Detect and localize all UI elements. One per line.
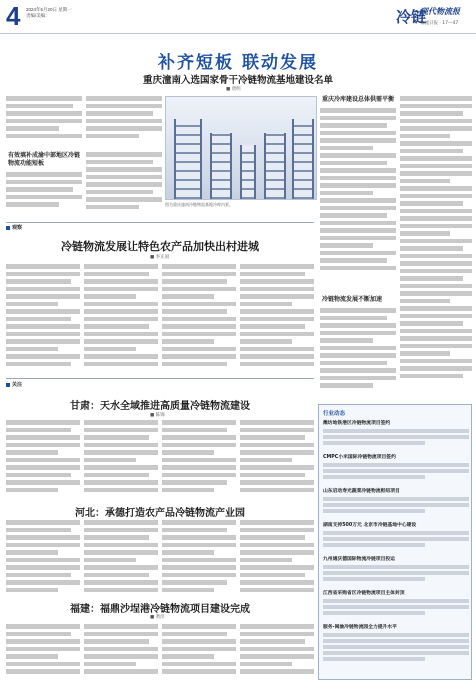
section-divider-1 [6, 222, 314, 223]
lead-text-col-2b [86, 152, 162, 218]
lead-left-subhead: 有效填补成渝中部地区冷链物流功能短板 [8, 152, 81, 167]
article-4-col-2 [84, 520, 158, 600]
masthead: 现代物流报 [420, 6, 460, 16]
article-2-title: 冷链物流发展让特色农产品加快出村进城 [61, 240, 259, 253]
article-2-byline: ■ 李正国 [150, 255, 170, 260]
sidebar-item: 湖南支持500万元 北京市冷链基地中心建设 [323, 523, 469, 549]
section-name: 冷链 [396, 8, 427, 26]
article-3-col-2 [84, 420, 158, 500]
cold-storage-photo [165, 96, 317, 200]
issue-meta [26, 7, 72, 19]
article-5-col-2 [84, 624, 158, 680]
industry-news-sidebar [318, 404, 472, 680]
lead-text-col-3b [320, 308, 396, 398]
photo-caption: 图为重庆潼南冷链物流基地冷库内景。 [165, 202, 233, 207]
article-5-title: 福建：福鼎沙埕港冷链物流项目建设完成 [70, 604, 250, 615]
sidebar-tag: 行业动态 [323, 411, 346, 417]
lead-text-col-4 [400, 96, 472, 398]
article-2-col-4 [240, 264, 314, 374]
sidebar-item: 服务-闽渝冷链物流园全力提升水平 [323, 625, 469, 663]
sidebar-item: 山东启动寿光蔬菜冷链物流枢纽项目 [323, 489, 469, 515]
article-2-col-1 [6, 264, 80, 374]
page-number: 4 [6, 1, 21, 31]
lead-text-col-2 [86, 96, 162, 148]
article-3-title: 甘肃：天水全域推进高质量冷链物流建设 [70, 401, 250, 412]
lead-title: 补齐短板 联动发展 [158, 53, 318, 73]
article-3-col-1 [6, 420, 80, 500]
sidebar-item: 潍坊地铁港区冷链物流项目签约 [323, 421, 469, 447]
lead-text-col-1 [6, 96, 82, 148]
date-line: 2024年5月20日 星期一 [26, 7, 72, 12]
sidebar-item: 江西省采购省区冷链物流项目主体封顶 [323, 591, 469, 617]
section-tag-focus: 关注 [6, 381, 22, 388]
article-4-title: 河北：承德打造农产品冷链物流产业园 [75, 508, 245, 519]
lead-byline: ■ 唐明 [226, 87, 241, 92]
lead-subtitle: 重庆潼南入选国家骨干冷链物流基地建设名单 [142, 75, 333, 86]
article-4-col-4 [240, 520, 314, 600]
masthead-sub: 物流日报 · 17—47 [420, 21, 459, 26]
article-4-col-1 [6, 520, 80, 600]
article-2-col-3 [162, 264, 236, 374]
sidebar-item: 九州通沃德国际物流冷链项目投运 [323, 557, 469, 583]
article-4-col-3 [162, 520, 236, 600]
article-3-byline: ■ 陈锦 [150, 413, 165, 418]
article-5-col-4 [240, 624, 314, 680]
article-2-col-2 [84, 264, 158, 374]
lead-text-col-3 [320, 108, 396, 288]
lead-text-col-1b [6, 172, 82, 218]
article-3-col-3 [162, 420, 236, 500]
article-5-col-1 [6, 624, 80, 680]
page-header [0, 0, 476, 34]
article-3-col-4 [240, 420, 314, 500]
section-divider-2 [6, 378, 314, 379]
article-5-byline: ■ 黄洋 [150, 615, 165, 620]
editor-line: 责编/美编： [26, 13, 50, 18]
lead-right-subhead-2: 冷链物流发展不断加速 [322, 296, 383, 303]
section-tag-observe: 观察 [6, 224, 22, 231]
lead-right-subhead: 重庆冷库建设总体供需平衡 [322, 96, 395, 103]
article-5-col-3 [162, 624, 236, 680]
sidebar-item: CMPC小米国际冷链物流项目签约 [323, 455, 469, 481]
